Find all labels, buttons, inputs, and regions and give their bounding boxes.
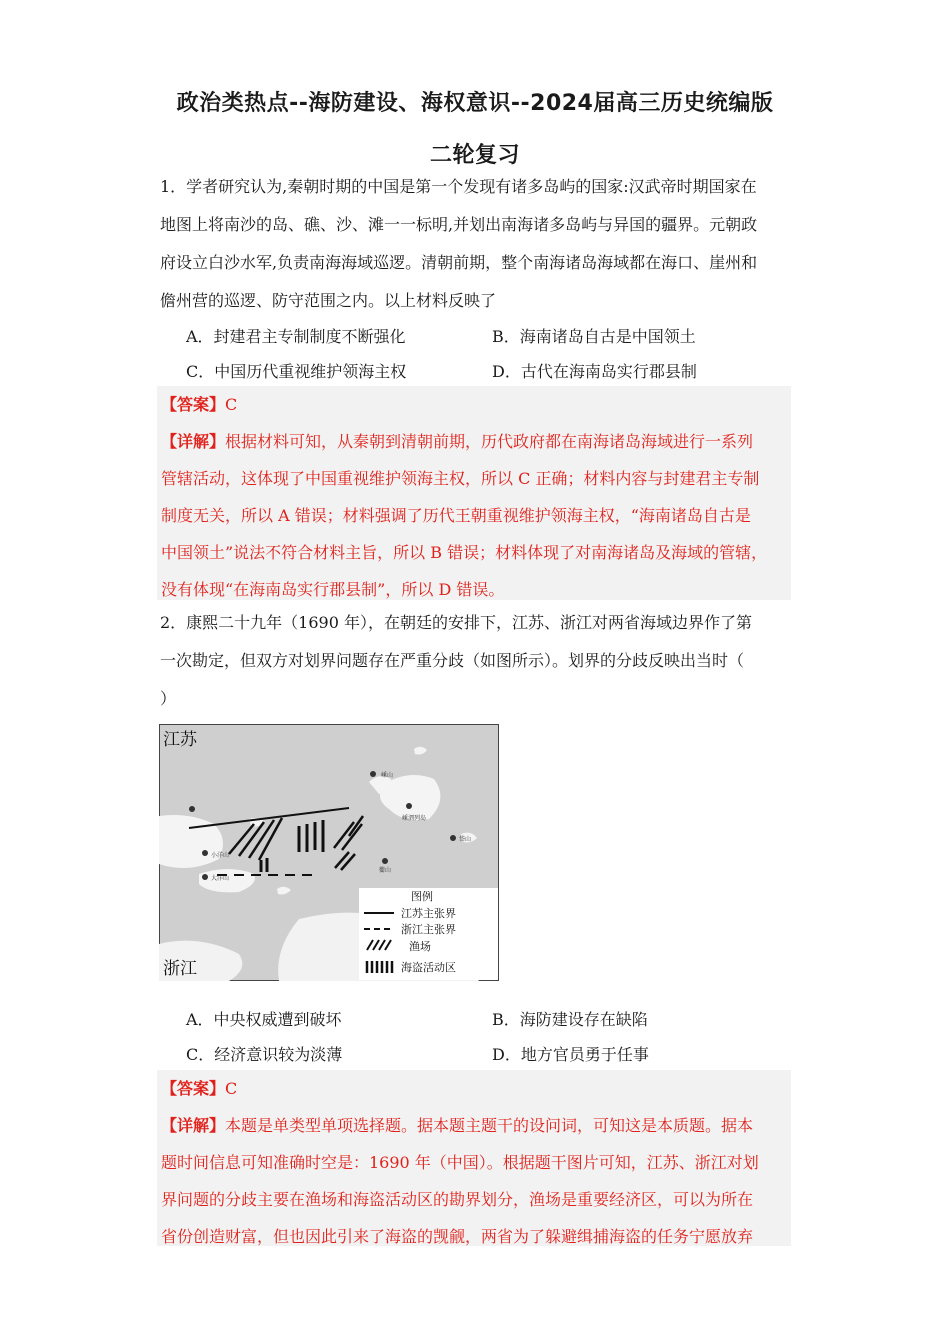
q2-option-b[interactable]: B．海防建设存在缺陷 bbox=[492, 1010, 648, 1029]
q2-detail-line bbox=[161, 1107, 787, 1144]
legend-title: 图例 bbox=[411, 890, 433, 903]
q1-option-a[interactable]: A．封建君主专制制度不断强化 bbox=[186, 327, 406, 346]
question-2-stem bbox=[160, 604, 790, 718]
question-1-line: 1．学者研究认为,秦朝时期的中国是第一个发现有诸多岛屿的国家:汉武帝时期国家在 bbox=[160, 177, 757, 196]
map-legend bbox=[359, 888, 498, 980]
map-label-jiangsu: 江苏 bbox=[163, 730, 197, 750]
answer-value: C bbox=[225, 395, 238, 414]
question-1-line: 地图上将南沙的岛、礁、沙、滩一一标明,并划出南海诸多岛屿与异国的疆界。元朝政 bbox=[160, 215, 758, 234]
question-2-line: ） bbox=[160, 689, 177, 708]
q1-detail-line: 管辖活动，这体现了中国重视维护领海主权，所以 C 正确；材料内容与封建君主专制 bbox=[161, 469, 760, 488]
boundary-map bbox=[159, 724, 499, 981]
q1-answer-panel bbox=[157, 386, 791, 600]
q2-option-c[interactable]: C．经济意识较为淡薄 bbox=[186, 1045, 343, 1064]
detail-text: 根据材料可知，从秦朝到清朝前期，历代政府都在南海诸岛海域进行一系列 bbox=[225, 432, 754, 451]
answer-value: C bbox=[225, 1079, 238, 1098]
question-1-line: 儋州营的巡逻、防守范围之内。以上材料反映了 bbox=[160, 291, 497, 310]
q1-answer-row bbox=[161, 386, 787, 423]
q2-answer-row bbox=[161, 1070, 787, 1107]
detail-label: 【详解】 bbox=[161, 1116, 226, 1135]
legend-item: 渔场 bbox=[409, 940, 431, 953]
map-place-label: 小洋山 bbox=[211, 852, 230, 859]
map-place-label: 衢山 bbox=[379, 867, 392, 874]
page-title: 政治类热点--海防建设、海权意识--2024届高三历史统编版 bbox=[176, 91, 774, 116]
page-subtitle: 二轮复习 bbox=[429, 143, 520, 168]
question-1-line: 府设立白沙水军,负责南海海域巡逻。清朝前期，整个南海诸岛海域都在海口、崖州和 bbox=[160, 253, 758, 272]
q2-option-d[interactable]: D．地方官员勇于任事 bbox=[492, 1045, 649, 1064]
q2-answer-panel bbox=[157, 1070, 791, 1246]
legend-item: 浙江主张界 bbox=[401, 923, 456, 936]
q1-option-b[interactable]: B．海南诸岛自古是中国领土 bbox=[492, 327, 696, 346]
q2-detail-line: 省份创造财富，但也因此引来了海盗的觊觎，两省为了躲避缉捕海盗的任务宁愿放弃 bbox=[161, 1227, 754, 1246]
q1-detail-line: 制度无关，所以 A 错误；材料强调了历代王朝重视维护领海主权，“海南诸岛自古是 bbox=[161, 506, 751, 525]
q2-detail-line: 题时间信息可知准确时空是：1690 年（中国）。根据题干图片可知，江苏、浙江对划 bbox=[161, 1153, 759, 1172]
map-place-label: 岱山 bbox=[459, 836, 472, 843]
q1-detail-line: 中国领土”说法不符合材料主旨，所以 B 错误；材料体现了对南海诸岛及海域的管辖， bbox=[161, 543, 768, 562]
answer-label: 【答案】 bbox=[161, 395, 226, 414]
q1-detail-line: 没有体现“在海南岛实行郡县制”，所以 D 错误。 bbox=[161, 580, 505, 599]
map-place-label: 嵊山 bbox=[381, 772, 394, 779]
question-2-line: 2．康熙二十九年（1690 年），在朝廷的安排下，江苏、浙江对两省海域边界作了第 bbox=[160, 613, 752, 632]
map-place-label: 大洋山 bbox=[211, 875, 230, 882]
legend-item: 海盗活动区 bbox=[401, 961, 456, 974]
q1-detail-line bbox=[161, 423, 787, 460]
question-2-line: 一次勘定，但双方对划界问题存在严重分歧（如图所示）。划界的分歧反映出当时（ bbox=[160, 651, 745, 670]
q1-option-c[interactable]: C．中国历代重视维护领海主权 bbox=[186, 362, 407, 381]
question-1-stem bbox=[160, 168, 790, 320]
q2-detail-line: 界问题的分歧主要在渔场和海盗活动区的勘界划分，渔场是重要经济区，可以为所在 bbox=[161, 1190, 754, 1209]
answer-label: 【答案】 bbox=[161, 1079, 226, 1098]
q2-option-a[interactable]: A．中央权威遭到破坏 bbox=[186, 1010, 342, 1029]
q1-option-d[interactable]: D．古代在海南岛实行郡县制 bbox=[492, 362, 697, 381]
map-label-zhejiang: 浙江 bbox=[163, 959, 197, 979]
detail-text: 本题是单类型单项选择题。据本题主题干的设问词，可知这是本质题。据本 bbox=[225, 1116, 754, 1135]
map-place-label: 嵊泗列岛 bbox=[402, 815, 427, 822]
legend-item: 江苏主张界 bbox=[401, 907, 456, 920]
detail-label: 【详解】 bbox=[161, 432, 226, 451]
